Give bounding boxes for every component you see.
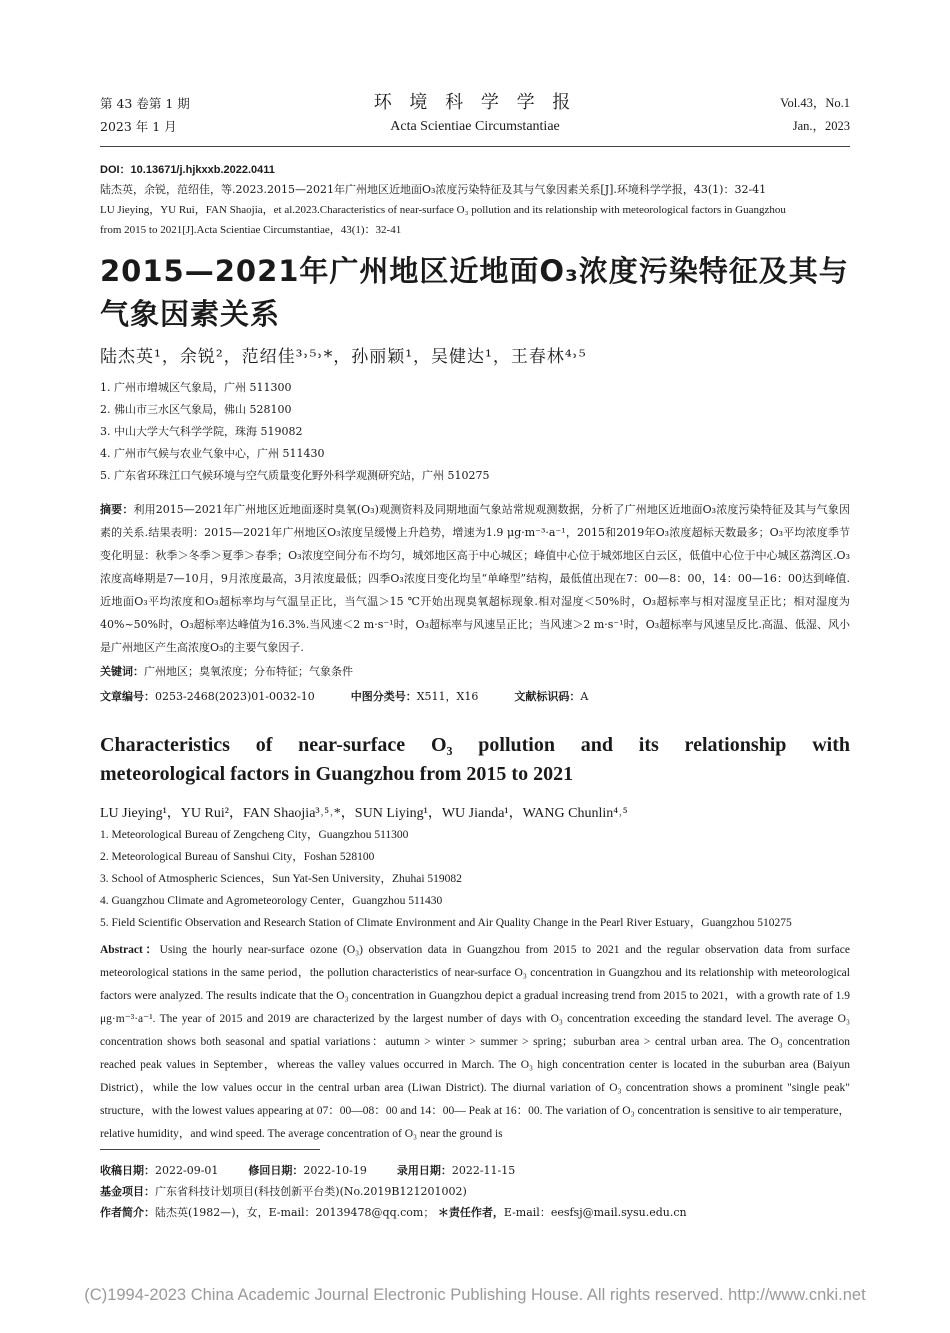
footnotes bbox=[100, 1160, 850, 1223]
author-bio-label: 作者简介： bbox=[100, 1206, 155, 1219]
abstract-zh-text: 利用2015—2021年广州地区近地面逐时臭氧(O₃)观测资料及同期地面气象站常规观测数据，分析了广州地区近地面O₃浓度污染特征及其与气象因素的关系.结果表明：2015—2021年广州地区O₃浓度呈缓慢上升趋势，增速为1.9 μg·m⁻³·a⁻¹，2015和2019年O₃浓度超标天数最多；O₃平均浓度季节变化明显：秋季＞冬季＞夏季＞春季；O₃浓度空间分布不均匀，城郊地区高于中心城区；峰值中心位于城郊地区白云区，低值中心位于中心城区荔湾区.O₃浓度高峰期是7—10月，9月浓度最高，3月浓度最低；四季O₃浓度日变化均呈“单峰型”结构，最低值出现在7：00—8：00，14：00—16：00达到峰值.近地面O₃平均浓度和O₃超标率均与气温呈正比，当气温＞15 ℃开始出现臭氧超标现象.相对湿度＜50%时，O₃超标率与相对湿度呈正比；相对湿度为40%~50%时，O₃超标率达峰值为16.3%.当风速＜2 m·s⁻¹时，O₃超标率与风速呈正比；当风速＞2 m·s⁻¹时，O₃超标率与风速呈反比.高温、低湿、风小是广州地区产生高浓度O₃的主要气象因子. bbox=[100, 503, 850, 654]
citation-en-line1: LU Jieying，YU Rui，FAN Shaojia，et al.2023.Characteristics of near-surface O₃ pollution and its relationship with meteorological factors in Guangzhou bbox=[100, 204, 786, 216]
title-zh-line2: 气象因素关系 bbox=[100, 297, 281, 331]
publication-date: 2023 年 1 月 bbox=[100, 119, 177, 134]
abstract-en-label: Abstract： bbox=[100, 944, 160, 956]
journal-name-zh: 环 境 科 学 学 报 bbox=[373, 92, 577, 113]
affiliation-en-item: 4. Guangzhou Climate and Agrometeorology Center，Guangzhou 511430 bbox=[100, 895, 443, 907]
affiliation-zh-item: 5. 广东省环珠江口气候环境与空气质量变化野外科学观测研究站，广州 510275 bbox=[100, 469, 490, 482]
affiliation-en-item: 5. Field Scientific Observation and Research Station of Climate Environment and Air Quality Change in the Pearl River Estuary，Guangzhou 510275 bbox=[100, 917, 792, 929]
accepted-label: 录用日期： bbox=[396, 1164, 452, 1177]
fund-line bbox=[100, 1181, 850, 1202]
citation-block bbox=[100, 160, 850, 240]
keywords-zh bbox=[100, 660, 850, 683]
header-rule bbox=[100, 146, 850, 147]
revised-date: 2022-10-19 bbox=[303, 1164, 367, 1177]
doc-code-label: 文献标识码： bbox=[514, 690, 581, 703]
authors-en: LU Jieying¹，YU Rui²，FAN Shaojia³˒⁵˒*，SUN Liying¹，WU Jianda¹，WANG Chunlin⁴˒⁵ bbox=[100, 806, 628, 821]
affiliations-en bbox=[100, 824, 792, 934]
author-bio-text: 陆杰英(1982—)，女，E-mail：20139478@qq.com； bbox=[155, 1206, 435, 1219]
article-no-label: 文章编号： bbox=[100, 690, 155, 703]
volume-issue-line: 第 43 卷第 1 期 bbox=[100, 96, 190, 111]
abstract-en-text: Using the hourly near-surface ozone (O₃) observation data in Guangzhou from 2015 to 2021 and the regular observation data from surface meteorological stations in the same period，the pollution characteristics of near-surface O₃ concentration in Guangzhou and its relationship with meteorological factors were analyzed. The results indicate that the O₃ concentration in Guangzhou depict a gradual increasing trend from 2015 to 2021，with a growth rate of 1.9 μg·m⁻³·a⁻¹. The year of 2015 and 2019 are characterized by the largest number of days with O₃ concentration exceeding the standard level. The average O₃ concentration shows both seasonal and spatial variations：autumn > winter > summer > spring；suburban area > central urban area. The O₃ concentration reached peak values in September，whereas the valley values occurred in March. The O₃ high concentration center is located in the suburban area (Baiyun District)，while the low values occur in the central urban area (Liwan District). The diurnal variation of O₃ concentration shows a prominent "single peak" structure，with the lowest values appearing at 07：00—08：00 and 14：00— Peak at 16：00. The variation of O₃ concentration is sensitive to air temperature，relative humidity，and wind speed. The average concentration of O₃ near the ground is bbox=[100, 944, 850, 1140]
title-en-line2: meteorological factors in Guangzhou from 2015 to 2021 bbox=[100, 763, 574, 785]
title-zh bbox=[100, 250, 860, 336]
clc-label: 中图分类号： bbox=[350, 690, 417, 703]
affiliation-zh-item: 2. 佛山市三水区气象局，佛山 528100 bbox=[100, 403, 292, 416]
title-en-line1: Characteristics of near-surface O₃ pollution and its relationship with bbox=[100, 734, 850, 756]
affiliation-en-item: 1. Meteorological Bureau of Zengcheng City，Guangzhou 511300 bbox=[100, 829, 409, 841]
journal-name-en: Acta Scientiae Circumstantiae bbox=[390, 119, 560, 134]
keywords-zh-label: 关键词： bbox=[100, 665, 144, 678]
copyright-watermark: (C)1994-2023 China Academic Journal Electronic Publishing House. All rights reserved. http://www.cnki.net bbox=[84, 1286, 866, 1304]
title-zh-line1: 2015—2021年广州地区近地面O₃浓度污染特征及其与 bbox=[100, 254, 849, 288]
doc-code: A bbox=[580, 690, 589, 703]
abstract-en bbox=[100, 939, 850, 1146]
dates-line bbox=[100, 1160, 850, 1181]
doi: DOI：10.13671/j.hjkxxb.2022.0411 bbox=[100, 164, 275, 176]
volume-issue-en bbox=[780, 92, 850, 138]
affiliation-zh-item: 4. 广州市气候与农业气象中心，广州 511430 bbox=[100, 447, 325, 460]
volume-issue-en-line: Vol.43，No.1 bbox=[780, 96, 850, 110]
affiliation-en-item: 2. Meteorological Bureau of Sanshui City，Foshan 528100 bbox=[100, 851, 375, 863]
accepted-date: 2022-11-15 bbox=[451, 1164, 516, 1177]
revised-label: 修回日期： bbox=[248, 1164, 304, 1177]
corresponding-email: E-mail：eesfsj@mail.sysu.edu.cn bbox=[503, 1206, 687, 1219]
publication-date-en: Jan.，2023 bbox=[792, 119, 850, 133]
affiliation-zh-item: 1. 广州市增城区气象局，广州 511300 bbox=[100, 381, 292, 394]
corresponding-label: ＊责任作者， bbox=[437, 1206, 504, 1219]
affiliation-zh-item: 3. 中山大学大气科学学院，珠海 519082 bbox=[100, 425, 303, 438]
clc: X511，X16 bbox=[416, 690, 479, 703]
abstract-zh bbox=[100, 498, 850, 659]
abstract-zh-label: 摘要： bbox=[100, 503, 134, 516]
received-date: 2022-09-01 bbox=[155, 1164, 219, 1177]
citation-en-line2: from 2015 to 2021[J].Acta Scientiae Circumstantiae，43(1)：32-41 bbox=[100, 224, 402, 236]
affiliations-zh bbox=[100, 377, 489, 487]
affiliation-en-item: 3. School of Atmospheric Sciences，Sun Yat-Sen University，Zhuhai 519082 bbox=[100, 873, 462, 885]
received-label: 收稿日期： bbox=[100, 1164, 155, 1177]
keywords-zh-text: 广州地区；臭氧浓度；分布特征；气象条件 bbox=[144, 665, 353, 678]
article-no: 0253-2468(2023)01-0032-10 bbox=[155, 690, 315, 703]
fund-text: 广东省科技计划项目(科技创新平台类)(No.2019B121201002) bbox=[155, 1185, 467, 1198]
fund-label: 基金项目： bbox=[100, 1185, 155, 1198]
classification-line bbox=[100, 685, 850, 708]
citation-zh: 陆杰英，余锐，范绍佳，等.2023.2015—2021年广州地区近地面O₃浓度污染特征及其与气象因素关系[J].环境科学学报，43(1)：32-41 bbox=[100, 183, 767, 196]
footnote-rule bbox=[100, 1149, 320, 1150]
authors-zh: 陆杰英¹，余锐²，范绍佳³˒⁵˒*，孙丽颖¹，吴健达¹，王春林⁴˒⁵ bbox=[100, 347, 587, 367]
author-bio-line bbox=[100, 1202, 850, 1223]
title-en bbox=[100, 731, 850, 789]
